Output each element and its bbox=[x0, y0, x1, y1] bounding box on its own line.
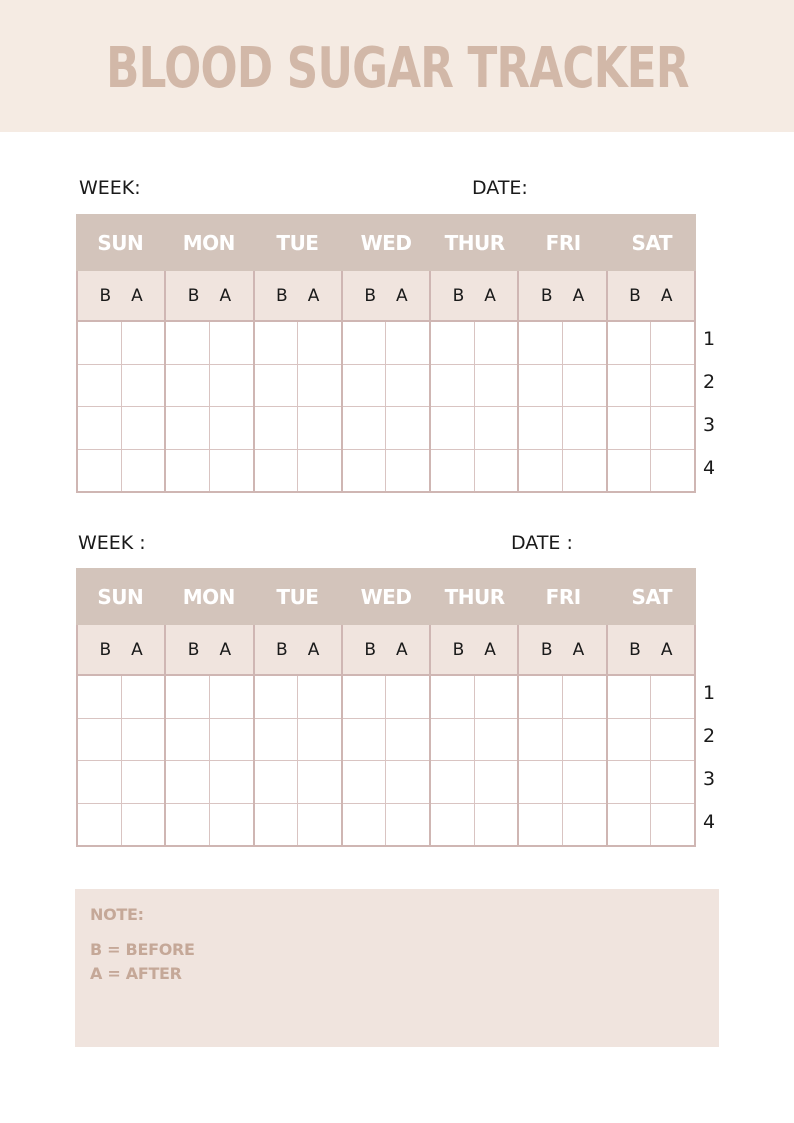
entry-cell[interactable] bbox=[78, 365, 121, 408]
entry-cell[interactable] bbox=[519, 804, 562, 846]
before-column bbox=[519, 322, 563, 491]
entry-cell[interactable] bbox=[298, 450, 341, 492]
after-label: A bbox=[219, 639, 232, 660]
before-column bbox=[608, 322, 652, 491]
after-column bbox=[651, 676, 694, 845]
entry-cell[interactable] bbox=[519, 761, 562, 804]
entry-cell[interactable] bbox=[563, 804, 606, 846]
row-number: 2 bbox=[703, 725, 716, 747]
entry-cell[interactable] bbox=[298, 676, 341, 719]
entry-cell[interactable] bbox=[298, 322, 341, 365]
after-column bbox=[475, 322, 518, 491]
entry-cell[interactable] bbox=[386, 450, 429, 492]
entry-cell[interactable] bbox=[166, 804, 209, 846]
before-column bbox=[166, 322, 210, 491]
before-label: B bbox=[187, 285, 200, 306]
before-after-cell-tue bbox=[255, 625, 343, 674]
after-column bbox=[122, 322, 165, 491]
entry-cell[interactable] bbox=[78, 719, 121, 762]
entry-cell[interactable] bbox=[519, 676, 562, 719]
entry-cell[interactable] bbox=[651, 365, 694, 408]
day-header-sat: SAT bbox=[631, 584, 672, 609]
note-box bbox=[75, 889, 719, 1047]
entry-cell[interactable] bbox=[651, 761, 694, 804]
after-label: A bbox=[572, 285, 585, 306]
before-after-cell-wed bbox=[343, 271, 431, 320]
entry-cell[interactable] bbox=[519, 450, 562, 492]
entry-cell[interactable] bbox=[78, 761, 121, 804]
note-title: NOTE: bbox=[90, 905, 144, 924]
entry-cell[interactable] bbox=[210, 719, 253, 762]
date-label-2: DATE : bbox=[511, 532, 573, 554]
after-label: A bbox=[396, 285, 408, 306]
entry-cell[interactable] bbox=[563, 407, 606, 450]
entry-cell[interactable] bbox=[431, 676, 474, 719]
after-label: A bbox=[484, 639, 496, 660]
entry-cell[interactable] bbox=[343, 407, 386, 450]
entry-cell[interactable] bbox=[210, 676, 253, 719]
after-column bbox=[386, 322, 429, 491]
entry-cell[interactable] bbox=[122, 450, 165, 492]
entry-cell[interactable] bbox=[386, 804, 429, 846]
day-header-wed: WED bbox=[360, 230, 412, 255]
day-header-mon: MON bbox=[182, 584, 235, 609]
entry-grid bbox=[76, 674, 696, 847]
after-column bbox=[298, 676, 341, 845]
entry-cell[interactable] bbox=[298, 407, 341, 450]
entry-cell[interactable] bbox=[343, 804, 386, 846]
before-after-cell-wed bbox=[343, 625, 431, 674]
entry-cell[interactable] bbox=[608, 322, 651, 365]
entry-cell[interactable] bbox=[122, 676, 165, 719]
entry-cell[interactable] bbox=[475, 450, 518, 492]
after-label: A bbox=[484, 285, 496, 306]
entry-cell[interactable] bbox=[122, 761, 165, 804]
day-header-row bbox=[76, 214, 696, 271]
entry-cell[interactable] bbox=[343, 676, 386, 719]
day-header-sun: SUN bbox=[97, 230, 144, 255]
week-label-1: WEEK: bbox=[79, 177, 141, 199]
day-header-wed: WED bbox=[360, 584, 412, 609]
day-header-mon: MON bbox=[182, 230, 235, 255]
tracker-table-2 bbox=[76, 568, 696, 847]
entry-cell[interactable] bbox=[343, 450, 386, 492]
entry-cell[interactable] bbox=[122, 322, 165, 365]
entry-cell[interactable] bbox=[386, 407, 429, 450]
before-column bbox=[255, 676, 299, 845]
day-header-fri: FRI bbox=[545, 230, 581, 255]
entry-cell[interactable] bbox=[386, 761, 429, 804]
day-column-mon bbox=[166, 322, 254, 491]
after-column bbox=[475, 676, 518, 845]
after-label: A bbox=[660, 285, 673, 306]
after-column bbox=[298, 322, 341, 491]
day-column-tue bbox=[255, 676, 343, 845]
before-column bbox=[78, 676, 122, 845]
before-label: B bbox=[540, 639, 553, 660]
entry-cell[interactable] bbox=[608, 365, 651, 408]
after-label: A bbox=[131, 285, 143, 306]
entry-cell[interactable] bbox=[255, 450, 298, 492]
entry-cell[interactable] bbox=[651, 450, 694, 492]
after-column bbox=[651, 322, 694, 491]
before-after-cell-mon bbox=[166, 271, 254, 320]
after-column bbox=[210, 322, 253, 491]
before-after-cell-fri bbox=[519, 271, 607, 320]
before-label: B bbox=[187, 639, 200, 660]
after-column bbox=[563, 676, 606, 845]
before-label: B bbox=[276, 639, 288, 660]
entry-cell[interactable] bbox=[210, 322, 253, 365]
day-column-wed bbox=[343, 322, 431, 491]
day-column-sun bbox=[78, 676, 166, 845]
week-label-2: WEEK : bbox=[78, 532, 146, 554]
entry-cell[interactable] bbox=[519, 322, 562, 365]
entry-cell[interactable] bbox=[210, 804, 253, 846]
before-column bbox=[343, 322, 387, 491]
after-column bbox=[386, 676, 429, 845]
before-column bbox=[431, 676, 475, 845]
entry-cell[interactable] bbox=[122, 719, 165, 762]
day-column-fri bbox=[519, 676, 607, 845]
header-banner bbox=[0, 0, 794, 132]
entry-cell[interactable] bbox=[122, 804, 165, 846]
after-label: A bbox=[307, 639, 320, 660]
row-number: 4 bbox=[703, 811, 716, 833]
before-column bbox=[519, 676, 563, 845]
entry-cell[interactable] bbox=[255, 719, 298, 762]
after-column bbox=[563, 322, 606, 491]
entry-cell[interactable] bbox=[166, 761, 209, 804]
after-label: A bbox=[396, 639, 408, 660]
tracker-table-1 bbox=[76, 214, 696, 493]
after-label: A bbox=[131, 639, 143, 660]
entry-cell[interactable] bbox=[255, 804, 298, 846]
row-number: 2 bbox=[703, 371, 716, 393]
entry-cell[interactable] bbox=[298, 761, 341, 804]
day-header-thur: THUR bbox=[444, 584, 505, 609]
entry-cell[interactable] bbox=[563, 719, 606, 762]
entry-cell[interactable] bbox=[78, 804, 121, 846]
entry-cell[interactable] bbox=[255, 407, 298, 450]
row-number: 4 bbox=[703, 457, 716, 479]
before-column bbox=[255, 322, 299, 491]
before-column bbox=[431, 322, 475, 491]
entry-cell[interactable] bbox=[343, 761, 386, 804]
entry-cell[interactable] bbox=[343, 719, 386, 762]
day-column-mon bbox=[166, 676, 254, 845]
page-title: BLOOD SUGAR TRACKER bbox=[105, 35, 689, 101]
entry-cell[interactable] bbox=[166, 407, 209, 450]
entry-cell[interactable] bbox=[475, 761, 518, 804]
entry-cell[interactable] bbox=[475, 676, 518, 719]
entry-cell[interactable] bbox=[298, 804, 341, 846]
after-column bbox=[210, 676, 253, 845]
entry-cell[interactable] bbox=[608, 761, 651, 804]
day-column-fri bbox=[519, 322, 607, 491]
entry-cell[interactable] bbox=[298, 365, 341, 408]
day-column-thur bbox=[431, 322, 519, 491]
before-after-cell-sat bbox=[608, 625, 696, 674]
entry-cell[interactable] bbox=[78, 322, 121, 365]
entry-cell[interactable] bbox=[431, 804, 474, 846]
entry-cell[interactable] bbox=[431, 407, 474, 450]
entry-cell[interactable] bbox=[255, 322, 298, 365]
after-label: A bbox=[660, 639, 673, 660]
entry-cell[interactable] bbox=[608, 804, 651, 846]
before-label: B bbox=[540, 285, 553, 306]
entry-cell[interactable] bbox=[563, 365, 606, 408]
day-header-thur: THUR bbox=[444, 230, 505, 255]
entry-cell[interactable] bbox=[563, 450, 606, 492]
entry-cell[interactable] bbox=[166, 719, 209, 762]
before-after-cell-mon bbox=[166, 625, 254, 674]
entry-cell[interactable] bbox=[608, 450, 651, 492]
entry-cell[interactable] bbox=[608, 407, 651, 450]
row-number: 1 bbox=[703, 328, 716, 350]
entry-cell[interactable] bbox=[431, 450, 474, 492]
day-column-wed bbox=[343, 676, 431, 845]
note-line-after: A = AFTER bbox=[90, 964, 182, 983]
before-label: B bbox=[452, 285, 465, 306]
entry-cell[interactable] bbox=[166, 676, 209, 719]
entry-cell[interactable] bbox=[431, 719, 474, 762]
before-after-cell-sun bbox=[78, 625, 166, 674]
before-label: B bbox=[452, 639, 465, 660]
entry-cell[interactable] bbox=[210, 761, 253, 804]
entry-cell[interactable] bbox=[475, 407, 518, 450]
before-after-row bbox=[76, 271, 696, 320]
before-column bbox=[343, 676, 387, 845]
entry-cell[interactable] bbox=[651, 719, 694, 762]
before-label: B bbox=[629, 639, 641, 660]
day-header-fri: FRI bbox=[545, 584, 581, 609]
day-header-sun: SUN bbox=[97, 584, 144, 609]
entry-cell[interactable] bbox=[210, 365, 253, 408]
before-after-cell-sun bbox=[78, 271, 166, 320]
row-number: 3 bbox=[703, 414, 716, 436]
entry-cell[interactable] bbox=[519, 407, 562, 450]
before-label: B bbox=[629, 285, 641, 306]
date-label-1: DATE: bbox=[472, 177, 528, 199]
entry-cell[interactable] bbox=[122, 407, 165, 450]
entry-cell[interactable] bbox=[166, 322, 209, 365]
before-after-cell-sat bbox=[608, 271, 696, 320]
entry-cell[interactable] bbox=[298, 719, 341, 762]
entry-cell[interactable] bbox=[210, 450, 253, 492]
entry-cell[interactable] bbox=[210, 407, 253, 450]
row-number: 3 bbox=[703, 768, 716, 790]
row-number: 1 bbox=[703, 682, 716, 704]
entry-cell[interactable] bbox=[255, 676, 298, 719]
before-label: B bbox=[99, 285, 112, 306]
before-after-cell-thur bbox=[431, 271, 519, 320]
entry-cell[interactable] bbox=[651, 804, 694, 846]
entry-cell[interactable] bbox=[431, 322, 474, 365]
before-label: B bbox=[364, 285, 376, 306]
before-after-cell-fri bbox=[519, 625, 607, 674]
after-label: A bbox=[572, 639, 585, 660]
entry-cell[interactable] bbox=[386, 322, 429, 365]
entry-cell[interactable] bbox=[78, 407, 121, 450]
after-column bbox=[122, 676, 165, 845]
day-column-thur bbox=[431, 676, 519, 845]
entry-cell[interactable] bbox=[475, 322, 518, 365]
before-after-row bbox=[76, 625, 696, 674]
entry-grid bbox=[76, 320, 696, 493]
entry-cell[interactable] bbox=[475, 719, 518, 762]
entry-cell[interactable] bbox=[519, 365, 562, 408]
entry-cell[interactable] bbox=[386, 719, 429, 762]
before-column bbox=[78, 322, 122, 491]
entry-cell[interactable] bbox=[431, 365, 474, 408]
entry-cell[interactable] bbox=[122, 365, 165, 408]
entry-cell[interactable] bbox=[255, 761, 298, 804]
after-label: A bbox=[307, 285, 320, 306]
entry-cell[interactable] bbox=[386, 365, 429, 408]
entry-cell[interactable] bbox=[78, 676, 121, 719]
note-line-before: B = BEFORE bbox=[90, 940, 195, 959]
day-header-tue: TUE bbox=[276, 230, 319, 255]
day-header-tue: TUE bbox=[276, 584, 319, 609]
entry-cell[interactable] bbox=[563, 322, 606, 365]
entry-cell[interactable] bbox=[651, 322, 694, 365]
day-column-sat bbox=[608, 322, 694, 491]
after-label: A bbox=[219, 285, 232, 306]
before-label: B bbox=[276, 285, 288, 306]
before-label: B bbox=[364, 639, 376, 660]
entry-cell[interactable] bbox=[343, 322, 386, 365]
day-header-row bbox=[76, 568, 696, 625]
entry-cell[interactable] bbox=[608, 676, 651, 719]
day-column-sun bbox=[78, 322, 166, 491]
entry-cell[interactable] bbox=[386, 676, 429, 719]
entry-cell[interactable] bbox=[166, 365, 209, 408]
entry-cell[interactable] bbox=[343, 365, 386, 408]
before-column bbox=[608, 676, 652, 845]
entry-cell[interactable] bbox=[651, 676, 694, 719]
entry-cell[interactable] bbox=[166, 450, 209, 492]
before-after-cell-thur bbox=[431, 625, 519, 674]
entry-cell[interactable] bbox=[475, 365, 518, 408]
before-label: B bbox=[99, 639, 112, 660]
day-column-sat bbox=[608, 676, 694, 845]
entry-cell[interactable] bbox=[608, 719, 651, 762]
before-after-cell-tue bbox=[255, 271, 343, 320]
entry-cell[interactable] bbox=[255, 365, 298, 408]
entry-cell[interactable] bbox=[475, 804, 518, 846]
entry-cell[interactable] bbox=[651, 407, 694, 450]
entry-cell[interactable] bbox=[563, 761, 606, 804]
day-header-sat: SAT bbox=[631, 230, 672, 255]
entry-cell[interactable] bbox=[78, 450, 121, 492]
entry-cell[interactable] bbox=[519, 719, 562, 762]
before-column bbox=[166, 676, 210, 845]
entry-cell[interactable] bbox=[431, 761, 474, 804]
entry-cell[interactable] bbox=[563, 676, 606, 719]
day-column-tue bbox=[255, 322, 343, 491]
